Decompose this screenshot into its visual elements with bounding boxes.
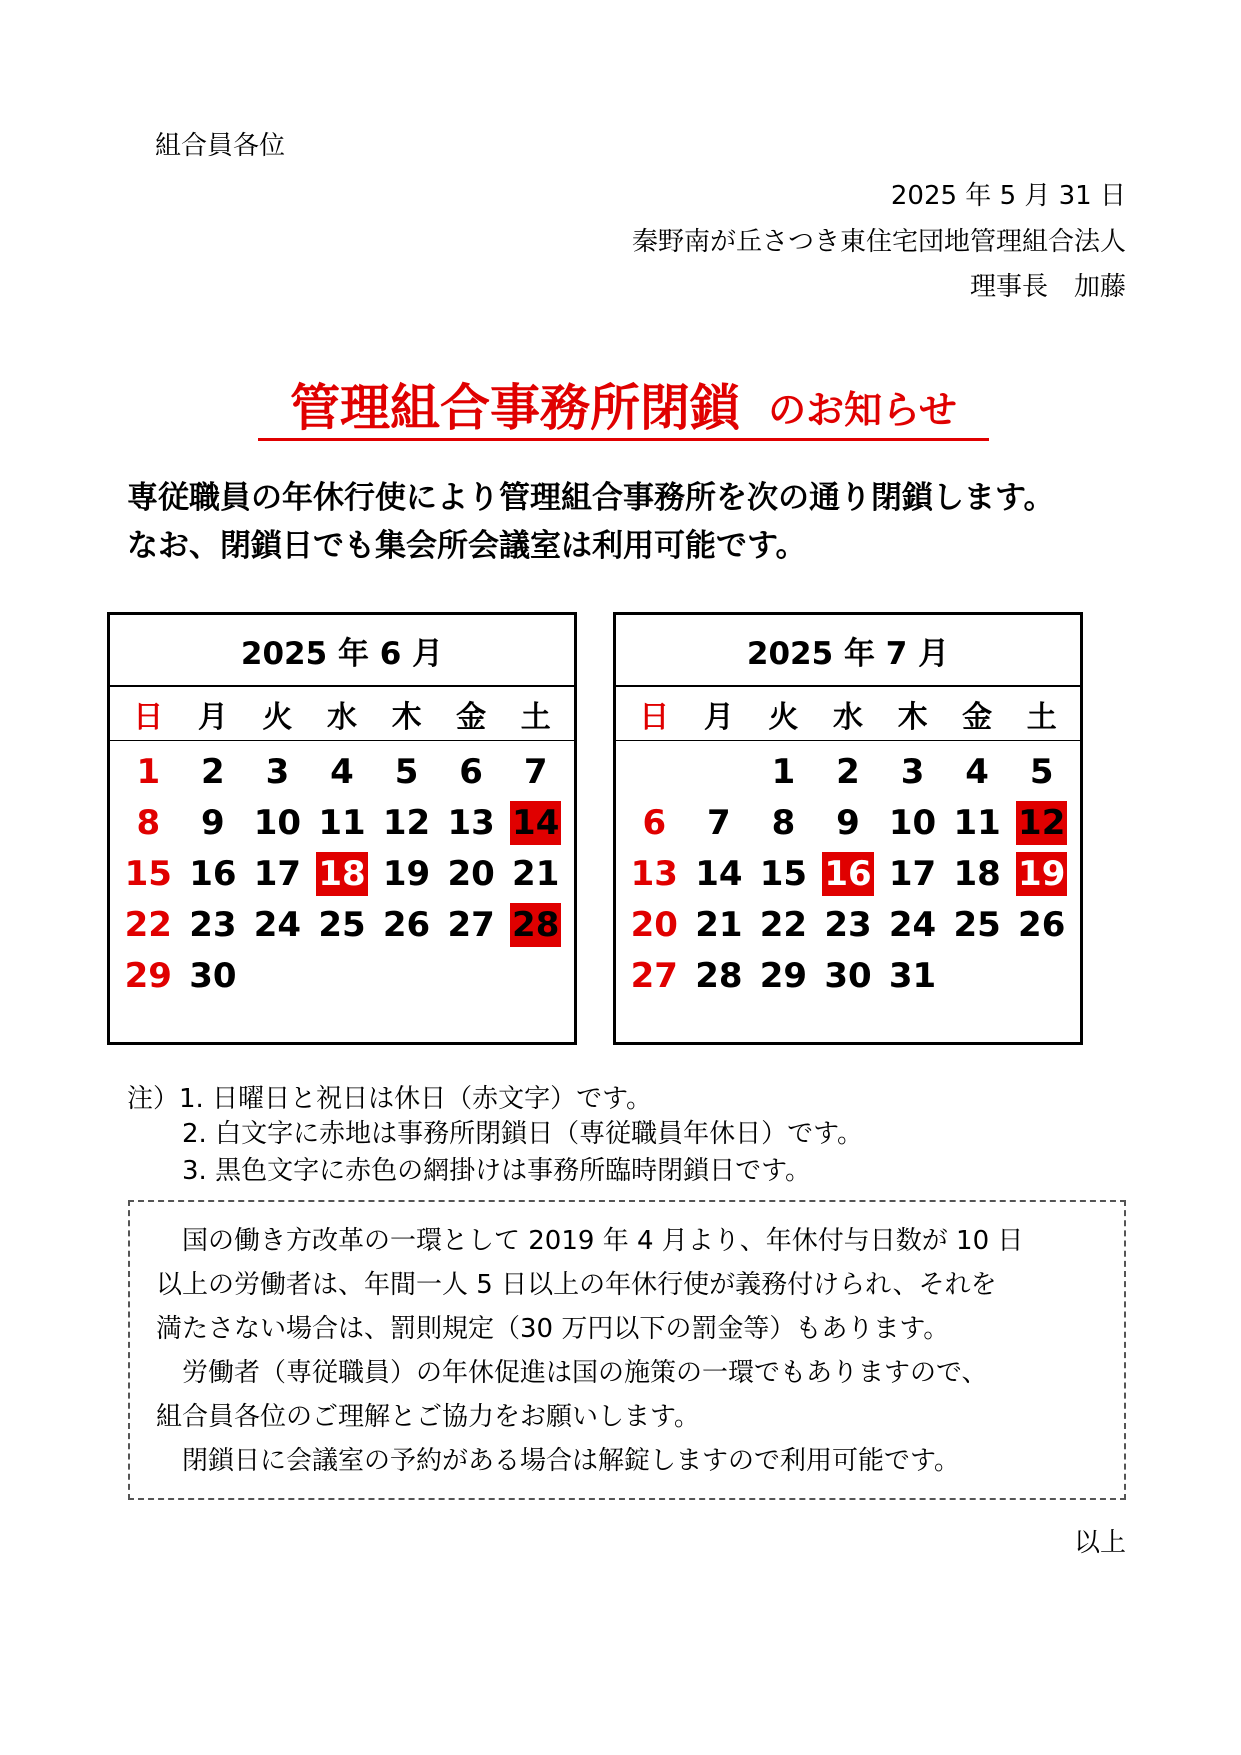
day-cell: [816, 797, 881, 848]
day-number: 29: [759, 955, 808, 996]
day-cell: [880, 950, 945, 1001]
weekday-sun: 日: [133, 699, 164, 735]
day-number: 24: [253, 904, 302, 945]
day-number: 5: [1029, 751, 1054, 792]
day-number: 8: [771, 802, 796, 843]
day-number: 2: [201, 751, 225, 792]
day-number: 12: [1018, 802, 1066, 843]
day-number: 27: [630, 955, 678, 996]
day-cell: [181, 848, 246, 899]
day-cell: [116, 746, 181, 797]
day-cell: [374, 797, 439, 848]
lead-line-1: 専従職員の年休行使により管理組合事務所を次の通り閉鎖します。: [127, 480, 1055, 516]
day-number: 22: [759, 904, 808, 945]
day-cell: [181, 899, 246, 950]
day-cell: [181, 797, 246, 848]
day-number: 2: [836, 751, 860, 792]
day-cell: [439, 797, 504, 848]
day-number: 25: [953, 904, 1001, 945]
day-cell: [816, 950, 881, 1001]
day-number: 10: [888, 802, 937, 843]
day-number: 13: [447, 802, 495, 843]
info-line: 国の働き方改革の一環として 2019 年 4 月より、年休付与日数が 10 日: [156, 1226, 1024, 1256]
day-cell: [622, 899, 687, 950]
day-number: 6: [642, 802, 667, 843]
weekday-thu: 木: [897, 699, 928, 735]
note-3: 3. 黒色文字に赤色の網掛けは事務所臨時閉鎖日です。: [182, 1156, 811, 1186]
day-cell: [374, 848, 439, 899]
weekday-tue: 火: [768, 699, 799, 735]
day-number: 18: [318, 853, 366, 894]
day-number: 23: [189, 904, 237, 945]
day-number: 12: [382, 802, 431, 843]
day-cell: [245, 899, 310, 950]
weekday-tue: 火: [262, 699, 293, 735]
day-number: 28: [512, 904, 560, 945]
day-cell: [751, 797, 816, 848]
day-cell: [945, 848, 1010, 899]
day-cell: [816, 899, 881, 950]
day-number: 13: [630, 853, 678, 894]
notice-title: [258, 368, 989, 441]
day-number: 25: [318, 904, 366, 945]
day-number: 14: [695, 853, 743, 894]
day-number: 1: [771, 751, 796, 792]
day-number: 10: [253, 802, 302, 843]
weekday-sat: 土: [1026, 699, 1057, 735]
note-1: 注）1. 日曜日と祝日は休日（赤文字）です。: [127, 1084, 652, 1114]
day-cell: [751, 746, 816, 797]
day-number: 18: [953, 853, 1001, 894]
day-cell: [503, 797, 568, 848]
day-cell: [945, 797, 1010, 848]
weekday-fri: 金: [456, 699, 487, 735]
info-line: 労働者（専従職員）の年休促進は国の施策の一環でもありますので、: [156, 1358, 988, 1388]
closing-text: 以上: [1073, 1528, 1126, 1558]
weekday-sat: 土: [520, 699, 551, 735]
day-cell: [751, 899, 816, 950]
info-line: 組合員各位のご理解とご協力をお願いします。: [156, 1402, 700, 1432]
day-number: 23: [824, 904, 872, 945]
day-cell: [310, 797, 375, 848]
day-cell: [374, 899, 439, 950]
day-cell: [245, 797, 310, 848]
day-cell: [622, 797, 687, 848]
weekday-sun: 日: [639, 699, 670, 735]
day-cell: [880, 797, 945, 848]
day-cell: [181, 950, 246, 1001]
day-number: 7: [523, 751, 548, 792]
day-number: 30: [824, 955, 872, 996]
day-number: 19: [382, 853, 431, 894]
title-sub: のお知らせ: [768, 388, 957, 432]
day-number: 4: [965, 751, 989, 792]
day-number: 22: [124, 904, 172, 945]
day-cell: [310, 746, 375, 797]
weekday-wed: 水: [326, 699, 357, 735]
day-number: 31: [888, 955, 937, 996]
day-number: 15: [124, 853, 172, 894]
day-number: 20: [630, 904, 678, 945]
day-cell: [945, 746, 1010, 797]
day-cell: [687, 950, 752, 1001]
calendar-title: 2025 年 6 月: [110, 615, 574, 687]
day-number: 21: [695, 904, 743, 945]
addressee: 組合員各位: [155, 131, 286, 161]
weekday-mon: 月: [197, 699, 228, 735]
day-cell: [687, 848, 752, 899]
weekday-thu: 木: [391, 699, 422, 735]
day-cell: [503, 848, 568, 899]
day-number: 29: [124, 955, 172, 996]
day-number: 9: [836, 802, 860, 843]
lead-line-2: なお、閉鎖日でも集会所会議室は利用可能です。: [127, 528, 807, 564]
day-number: 8: [136, 802, 161, 843]
day-cell: [1009, 797, 1074, 848]
calendar-june: [107, 612, 577, 1045]
day-cell: [245, 746, 310, 797]
day-number: 27: [447, 904, 495, 945]
day-number: 9: [201, 802, 225, 843]
day-number: 26: [382, 904, 431, 945]
day-number: 4: [330, 751, 354, 792]
day-cell: [751, 848, 816, 899]
day-number: 11: [953, 802, 1001, 843]
day-number: 6: [459, 751, 483, 792]
day-cell: [310, 899, 375, 950]
day-number: 7: [707, 802, 731, 843]
day-number: 14: [512, 802, 560, 843]
day-cell: [116, 848, 181, 899]
day-grid: [616, 741, 1080, 1001]
day-cell: [245, 848, 310, 899]
day-cell: [622, 950, 687, 1001]
info-line: 閉鎖日に会議室の予約がある場合は解錠しますので利用可能です。: [156, 1446, 960, 1476]
day-number: 3: [900, 751, 925, 792]
title-main: 管理組合事務所閉鎖: [290, 379, 741, 437]
note-2: 2. 白文字に赤地は事務所閉鎖日（専従職員年休日）です。: [182, 1119, 863, 1149]
day-number: 24: [888, 904, 937, 945]
day-number: 17: [253, 853, 302, 894]
organization-name: 秦野南が丘さつき東住宅団地管理組合法人: [631, 227, 1126, 257]
day-grid: [110, 741, 574, 1001]
day-number: 15: [759, 853, 808, 894]
info-box: [128, 1200, 1126, 1500]
day-number: 19: [1018, 853, 1066, 894]
empty-day-cell: [622, 746, 687, 797]
day-cell: [1009, 899, 1074, 950]
day-number: 30: [189, 955, 237, 996]
day-cell: [1009, 746, 1074, 797]
day-number: 16: [824, 853, 872, 894]
info-line: 満たさない場合は、罰則規定（30 万円以下の罰金等）もあります。: [156, 1314, 950, 1344]
chairman-name: 理事長 加藤: [969, 272, 1126, 302]
day-cell: [880, 848, 945, 899]
day-cell: [622, 848, 687, 899]
day-cell: [816, 848, 881, 899]
day-cell: [439, 848, 504, 899]
day-number: 3: [265, 751, 290, 792]
day-cell: [116, 899, 181, 950]
day-cell: [687, 899, 752, 950]
day-cell: [310, 848, 375, 899]
day-number: 1: [136, 751, 161, 792]
weekday-row: [110, 687, 574, 741]
day-cell: [503, 899, 568, 950]
day-cell: [181, 746, 246, 797]
empty-day-cell: [687, 746, 752, 797]
day-number: 26: [1018, 904, 1066, 945]
calendar-title: 2025 年 7 月: [616, 615, 1080, 687]
day-cell: [816, 746, 881, 797]
day-number: 16: [189, 853, 237, 894]
day-number: 21: [512, 853, 560, 894]
weekday-fri: 金: [962, 699, 993, 735]
notice-date: 2025 年 5 月 31 日: [890, 181, 1126, 211]
day-number: 28: [695, 955, 743, 996]
day-number: 17: [888, 853, 937, 894]
day-number: 5: [394, 751, 419, 792]
info-line: 以上の労働者は、年間一人 5 日以上の年休行使が義務付けられ、それを: [156, 1270, 997, 1300]
day-cell: [751, 950, 816, 1001]
day-cell: [687, 797, 752, 848]
day-cell: [374, 746, 439, 797]
day-number: 11: [318, 802, 366, 843]
day-cell: [945, 899, 1010, 950]
weekday-row: [616, 687, 1080, 741]
day-cell: [439, 746, 504, 797]
day-number: 20: [447, 853, 495, 894]
day-cell: [880, 746, 945, 797]
day-cell: [116, 950, 181, 1001]
day-cell: [439, 899, 504, 950]
day-cell: [1009, 848, 1074, 899]
calendar-july: [613, 612, 1083, 1045]
day-cell: [503, 746, 568, 797]
day-cell: [880, 899, 945, 950]
weekday-mon: 月: [703, 699, 734, 735]
day-cell: [116, 797, 181, 848]
weekday-wed: 水: [832, 699, 863, 735]
